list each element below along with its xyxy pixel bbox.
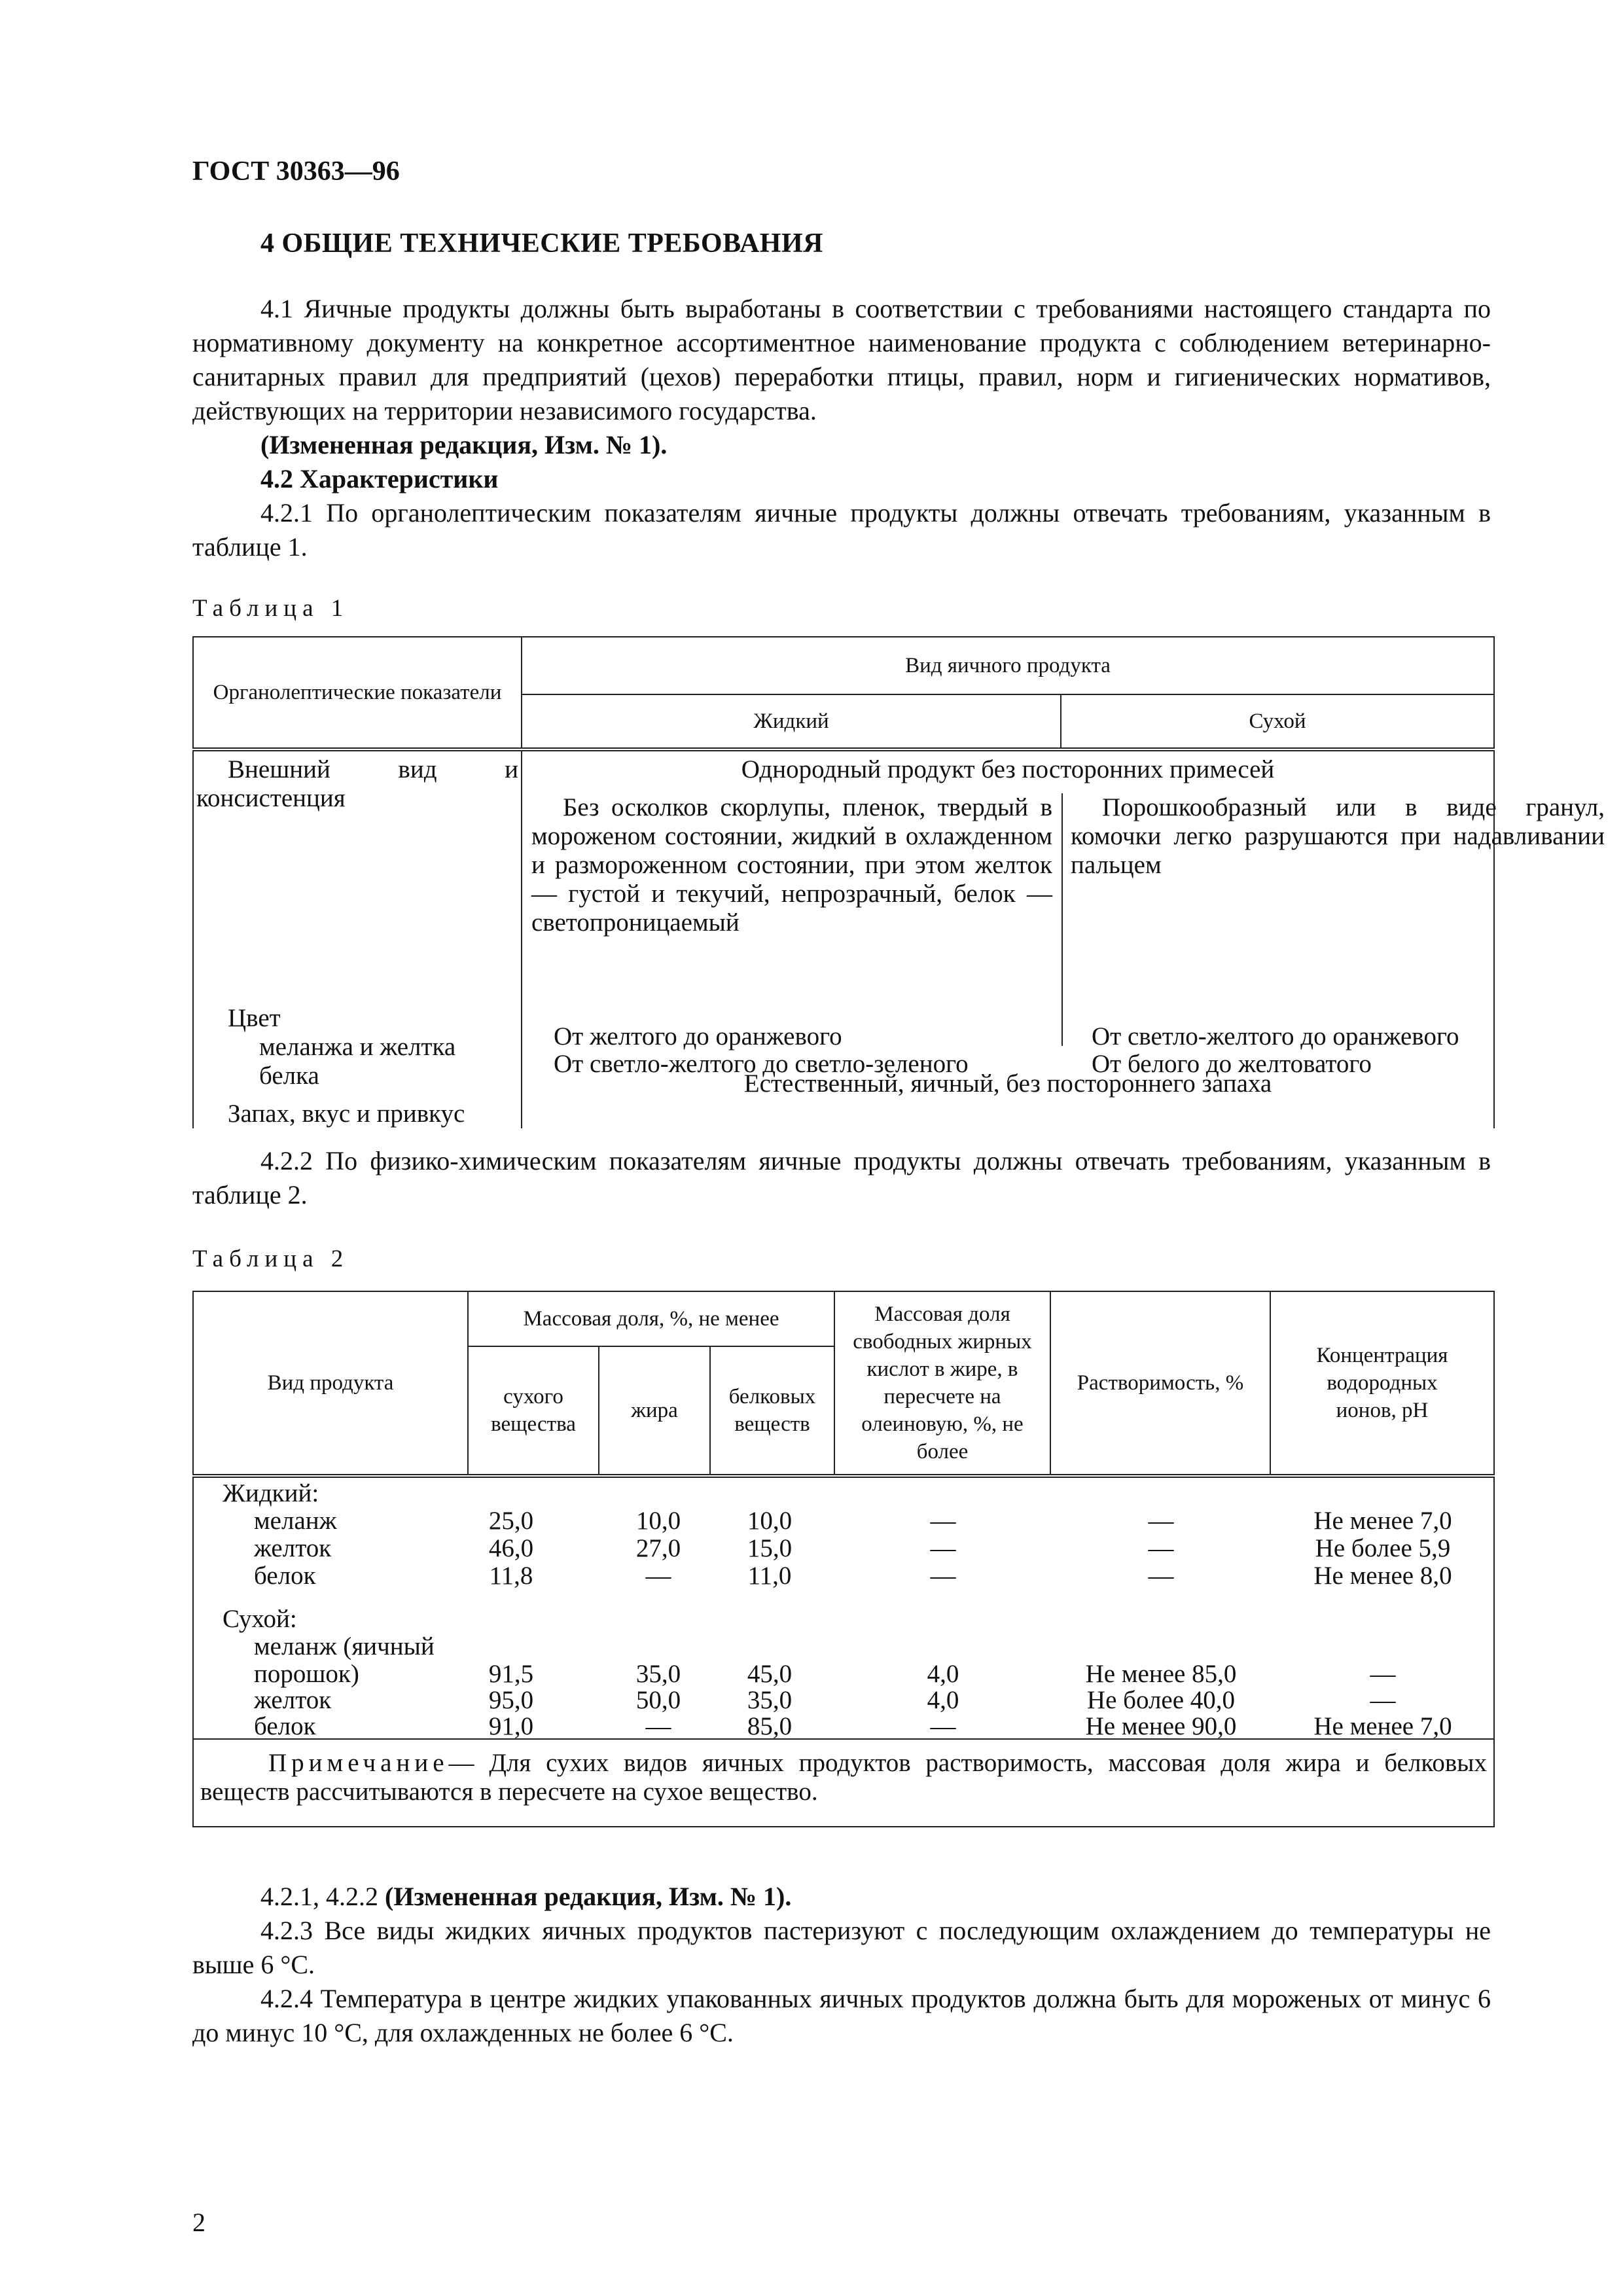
table2-dry-row2-name: желток [254,1686,332,1714]
table2-caption: Таблица 2 [192,1246,349,1272]
page-number: 2 [192,2208,205,2237]
table2-dry-row2-acids: 4,0 [927,1686,959,1714]
table2-dry-row3-fat: — [645,1712,671,1740]
table2-liquid-row1-name: меланж [254,1507,337,1535]
paragraph-4-1-amendment: (Измененная редакция, Изм. № 1). [260,430,668,459]
paragraph-4-1: 4.1 Яичные продукты должны быть выработаны в соответствии с требованиями настоящего стандарта по нормативному документу на конкретное ассортиментное наименование продукта с соблюдением ветеринарно-санитарных правил для предприятий (цехов) переработки птицы, правил, норм и гигиенических нормативов, действующих на территории независимого государства. [192,294,1491,425]
table1-head-liquid: Жидкий [522,694,1061,749]
table1-row1-dry: Порошкообразный или в виде гранул, комочки легко разрушаются при надавливании пальцем [1071,793,1605,879]
table1-row2-sub2: белка [259,1062,319,1090]
section-title: 4 ОБЩИЕ ТЕХНИЧЕСКИЕ ТРЕБОВАНИЯ [260,228,823,259]
table1-row1-liquid: Без осколков скорлупы, пленок, твердый в мороженом состоянии, жидкий в охлажденном и размороженном состоянии, при этом желток — густой и текучий, непрозрачный, белок — светопроницаемый [531,793,1052,937]
table2-liquid-row3-solubility: — [1148,1562,1174,1590]
table2-liquid-row3-fat: — [645,1562,671,1590]
table2-liquid-row2-protein: 15,0 [747,1534,793,1562]
table2-liquid-row3-protein: 11,0 [747,1562,792,1590]
table2-dry-row2-fat: 50,0 [635,1686,681,1714]
table2-head-mass: Массовая доля, %, не менее [468,1291,834,1346]
table2-dry-row3-ph: Не менее 7,0 [1313,1712,1452,1740]
table1-caption: Таблица 1 [192,595,349,622]
table2-dry-row2-solubility: Не более 40,0 [1086,1686,1236,1714]
table1-row2-liquid2: От светло-желтого до светло-зеленого [554,1050,969,1078]
amendment-numbers: 4.2.1, 4.2.2 [260,1882,378,1911]
table1-param-column [193,749,522,1128]
table2-liquid-row1-protein: 10,0 [747,1507,793,1535]
paragraph-4-2-3: 4.2.3 Все виды жидких яичных продуктов пастеризуют с последующим охлаждением до температуры не выше 6 °С. [192,1916,1491,1979]
table2-dry-row3-name: белок [254,1712,316,1740]
table1-col-divider [1061,793,1063,1046]
table2-dry-row3-protein: 85,0 [747,1712,793,1740]
table2-liquid-row3-name: белок [254,1562,316,1590]
table2-dry-row2-dry: 95,0 [488,1686,534,1714]
table2-dry-row1-name: порошок) [254,1660,359,1688]
table2-dry-row3-dry: 91,0 [488,1712,534,1740]
table2-dry-row1-solubility: Не менее 85,0 [1085,1660,1237,1688]
table1-row2-param: Цвет [228,1004,281,1032]
table1-row1-param: Внешний вид и консистенция [196,755,518,812]
paragraph-4-2-1: 4.2.1 По органолептическим показателям яичные продукты должны отвечать требованиям, указанным в таблице 1. [192,498,1491,562]
subsection-4-2-title: 4.2 Характеристики [260,464,499,493]
table1-head-param: Органолептические показатели [193,637,522,749]
amendment-4-2-1-4-2-2 [192,1880,1491,1914]
table2-liquid-row3-ph: Не менее 8,0 [1313,1562,1452,1590]
table1-head-group: Вид яичного продукта [522,637,1494,694]
table2-group-dry: Сухой: [223,1605,297,1633]
table2-group-liquid: Жидкий: [223,1479,319,1507]
table2-note-label: Примечание [268,1749,449,1777]
table2-head-product: Вид продукта [193,1291,468,1476]
table2-head-dry: сухого вещества [468,1346,599,1476]
table1-row3-common: Естественный, яичный, без постороннего запаха [743,1069,1272,1098]
table1-row1-common: Однородный продукт без посторонних примесей [741,755,1275,783]
table2-head-acids: Массовая доля свободных жирных кислот в жире, в пересчете на олеиновую, %, не более [834,1291,1050,1476]
table2-liquid-row1-acids: — [930,1507,956,1535]
table2-head-ph: Концентрация водородных ионов, pH [1270,1291,1494,1476]
table2-dry-row3-solubility: Не менее 90,0 [1085,1712,1237,1740]
table2-liquid-row2-name: желток [254,1534,332,1562]
table2-dry-row1-protein: 45,0 [747,1660,793,1688]
table-1 [192,636,1605,1128]
table2-dry-row1-name-line1: меланж (яичный [254,1632,435,1660]
table2-dry-row1-dry: 91,5 [488,1660,534,1688]
table2-head-solubility: Растворимость, % [1050,1291,1270,1476]
table1-row2-dry1: От светло-желтого до оранжевого [1092,1022,1459,1050]
paragraph-4-2-4: 4.2.4 Температура в центре жидких упакованных яичных продуктов должна быть для мороженых от минус 6 до минус 10 °С, для охлажденных не более 6 °С. [192,1984,1491,2047]
table2-dry-row1-acids: 4,0 [927,1660,959,1688]
table2-dry-row2-ph: — [1370,1686,1396,1714]
table2-liquid-row2-solubility: — [1148,1534,1174,1562]
document-code: ГОСТ 30363—96 [192,156,400,187]
table1-values [522,749,1605,1128]
table2-liquid-row2-ph: Не более 5,9 [1315,1534,1451,1562]
table2-liquid-row2-acids: — [930,1534,956,1562]
table2-liquid-row1-solubility: — [1148,1507,1174,1535]
table2-dry-row1-ph: — [1370,1660,1396,1688]
table2-liquid-row3-acids: — [930,1562,956,1590]
amendment-text: (Измененная редакция, Изм. № 1). [385,1882,792,1911]
table2-dry-row3-acids: — [930,1712,956,1740]
paragraph-4-2-2: 4.2.2 По физико-химическим показателям яичные продукты должны отвечать требованиям, указанным в таблице 2. [192,1146,1491,1210]
table2-liquid-row3-dry: 11,8 [489,1562,533,1590]
table2-body [193,1476,1494,1739]
table2-liquid-row1-ph: Не менее 7,0 [1313,1507,1452,1535]
table2-liquid-row1-fat: 10,0 [635,1507,681,1535]
table1-row3-param: Запах, вкус и привкус [228,1100,465,1128]
table1-row2-sub1: меланжа и желтка [259,1033,456,1061]
table-2 [192,1291,1495,1827]
table1-row2-liquid1: От желтого до оранжевого [554,1022,842,1050]
table2-dry-row1-fat: 35,0 [635,1660,681,1688]
table2-head-protein: белковых веществ [710,1346,834,1476]
table2-note-text: — Для сухих видов яичных продуктов растворимость, массовая доля жира и белковых веществ рассчитываются в пересчете на сухое вещество. [200,1749,1487,1806]
table2-note [193,1739,1494,1827]
table2-liquid-row2-fat: 27,0 [635,1534,681,1562]
table2-liquid-row1-dry: 25,0 [488,1507,534,1535]
table1-row2-dry2: От белого до желтоватого [1092,1050,1372,1078]
table2-dry-row2-protein: 35,0 [747,1686,793,1714]
table2-head-fat: жира [599,1346,710,1476]
table1-head-dry: Сухой [1061,694,1494,749]
table2-liquid-row2-dry: 46,0 [488,1534,534,1562]
